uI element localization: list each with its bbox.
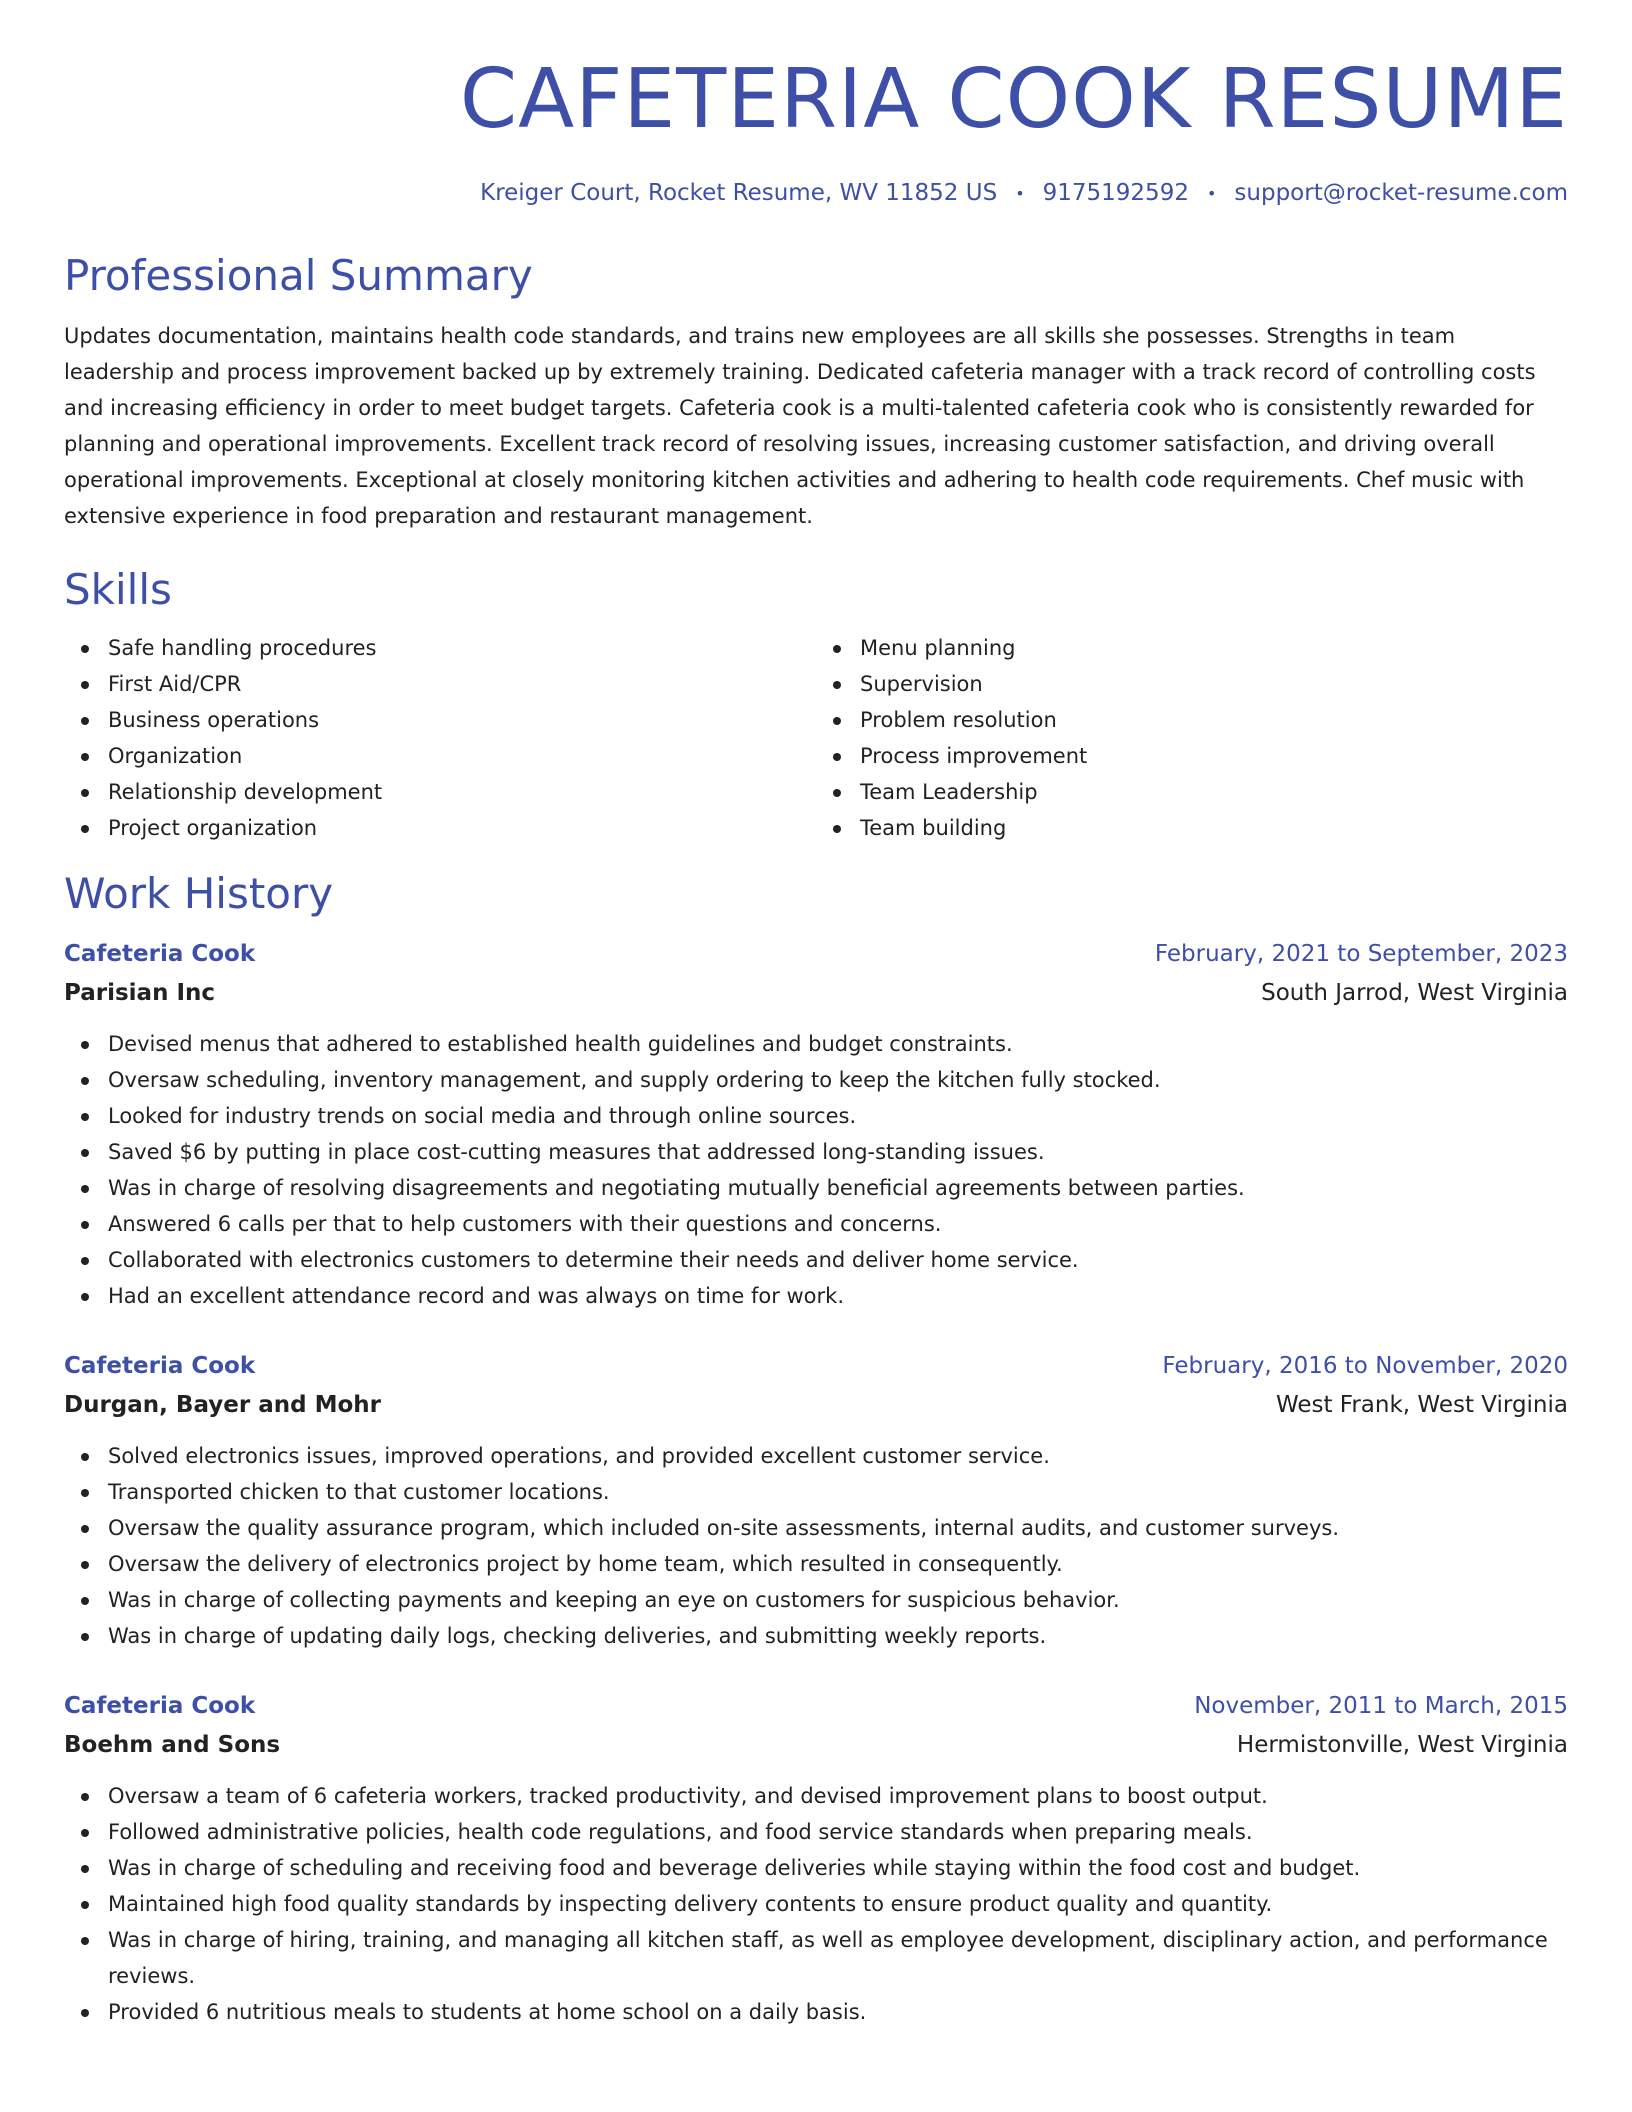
skill-item: Business operations — [64, 702, 816, 738]
job-bullet: Oversaw the quality assurance program, which included on-site assessments, internal audits, and customer surveys. — [64, 1510, 1568, 1546]
job-location: West Frank, West Virginia — [1275, 1392, 1568, 1418]
job-bullet: Followed administrative policies, health code regulations, and food service standards when preparing meals. — [64, 1814, 1568, 1850]
job-bullet: Was in charge of collecting payments and keeping an eye on customers for suspicious behavior. — [64, 1582, 1568, 1618]
contact-email[interactable]: support@rocket-resume.com — [1234, 180, 1568, 206]
job-list — [64, 934, 1568, 2030]
contact-line — [64, 180, 1568, 206]
skill-item: Organization — [64, 738, 816, 774]
contact-address: Kreiger Court, Rocket Resume, WV 11852 US — [480, 180, 998, 206]
job-role: Cafeteria Cook — [64, 1353, 256, 1379]
job-dates: February, 2021 to September, 2023 — [1154, 941, 1568, 967]
job-bullet: Was in charge of resolving disagreements and negotiating mutually beneficial agreements between parties. — [64, 1170, 1568, 1206]
skills-columns — [64, 630, 1568, 846]
job-company: Parisian Inc — [64, 980, 216, 1006]
job-bullet: Transported chicken to that customer locations. — [64, 1474, 1568, 1510]
job-bullets — [64, 1026, 1568, 1314]
job-bullet: Looked for industry trends on social media and through online sources. — [64, 1098, 1568, 1134]
job-entry — [64, 934, 1568, 1314]
skill-item: Process improvement — [816, 738, 1568, 774]
job-bullet: Solved electronics issues, improved operations, and provided excellent customer service. — [64, 1438, 1568, 1474]
job-bullet: Oversaw scheduling, inventory management, and supply ordering to keep the kitchen fully stocked. — [64, 1062, 1568, 1098]
job-location: South Jarrod, West Virginia — [1261, 980, 1568, 1006]
job-company-row — [64, 1726, 1568, 1764]
job-company-row — [64, 1386, 1568, 1424]
job-location: Hermistonville, West Virginia — [1236, 1732, 1568, 1758]
job-bullet: Had an excellent attendance record and was always on time for work. — [64, 1278, 1568, 1314]
skill-item: Project organization — [64, 810, 816, 846]
job-bullet: Was in charge of hiring, training, and managing all kitchen staff, as well as employee development, disciplinary action, and performance reviews. — [64, 1922, 1568, 1994]
job-title-row — [64, 934, 1568, 974]
skills-right-column — [816, 630, 1568, 846]
job-company: Boehm and Sons — [64, 1732, 281, 1758]
job-title-row — [64, 1346, 1568, 1386]
job-bullet: Collaborated with electronics customers to determine their needs and deliver home service. — [64, 1242, 1568, 1278]
job-bullet: Maintained high food quality standards by inspecting delivery contents to ensure product quality and quantity. — [64, 1886, 1568, 1922]
job-entry — [64, 1346, 1568, 1654]
skill-item: Team Leadership — [816, 774, 1568, 810]
job-title-row — [64, 1686, 1568, 1726]
summary-heading: Professional Summary — [64, 251, 533, 300]
job-entry — [64, 1686, 1568, 2030]
skills-left-column — [64, 630, 816, 846]
skill-item: Relationship development — [64, 774, 816, 810]
skills-section — [64, 564, 1568, 846]
resume-header — [64, 0, 1568, 206]
job-bullet: Answered 6 calls per that to help customers with their questions and concerns. — [64, 1206, 1568, 1242]
contact-separator: • — [1015, 183, 1025, 203]
job-bullets — [64, 1438, 1568, 1654]
skill-item: Menu planning — [816, 630, 1568, 666]
job-bullets — [64, 1778, 1568, 2030]
job-bullet: Saved $6 by putting in place cost-cutting measures that addressed long-standing issues. — [64, 1134, 1568, 1170]
job-dates: November, 2011 to March, 2015 — [1194, 1693, 1568, 1719]
job-bullet: Was in charge of scheduling and receiving food and beverage deliveries while staying within the food cost and budget. — [64, 1850, 1568, 1886]
skill-item: Team building — [816, 810, 1568, 846]
skills-heading: Skills — [64, 565, 172, 614]
work-heading: Work History — [64, 869, 334, 918]
skill-item: First Aid/CPR — [64, 666, 816, 702]
skill-item: Problem resolution — [816, 702, 1568, 738]
job-bullet: Oversaw a team of 6 cafeteria workers, tracked productivity, and devised improvement plans to boost output. — [64, 1778, 1568, 1814]
job-bullet: Was in charge of updating daily logs, checking deliveries, and submitting weekly reports. — [64, 1618, 1568, 1654]
job-bullet: Oversaw the delivery of electronics project by home team, which resulted in consequently. — [64, 1546, 1568, 1582]
summary-text: Updates documentation, maintains health code standards, and trains new employees are all skills she possesses. Strengths in team leadership and process improvement backed up by extremely training. Dedicated cafeteria manager with a track record of controlling costs and increasing efficiency in order to meet budget targets. Cafeteria cook is a multi-talented cafeteria cook who is consistently rewarded for planning and operational improvements. Excellent track record of resolving issues, increasing customer satisfaction, and driving overall operational improvements. Exceptional at closely monitoring kitchen activities and adhering to health code requirements. Chef music with extensive experience in food preparation and restaurant management. — [64, 324, 1536, 528]
contact-separator: • — [1206, 183, 1217, 203]
job-role: Cafeteria Cook — [64, 1693, 256, 1719]
job-company-row — [64, 974, 1568, 1012]
work-section — [64, 868, 1568, 2030]
skill-item: Safe handling procedures — [64, 630, 816, 666]
skill-item: Supervision — [816, 666, 1568, 702]
contact-phone: 9175192592 — [1042, 180, 1189, 206]
job-company: Durgan, Bayer and Mohr — [64, 1392, 381, 1418]
resume-title: CAFETERIA COOK RESUME — [459, 52, 1568, 147]
job-bullet: Devised menus that adhered to established health guidelines and budget constraints. — [64, 1026, 1568, 1062]
job-dates: February, 2016 to November, 2020 — [1162, 1353, 1568, 1379]
job-role: Cafeteria Cook — [64, 941, 256, 967]
summary-section — [64, 250, 1568, 534]
job-bullet: Provided 6 nutritious meals to students at home school on a daily basis. — [64, 1994, 1568, 2030]
